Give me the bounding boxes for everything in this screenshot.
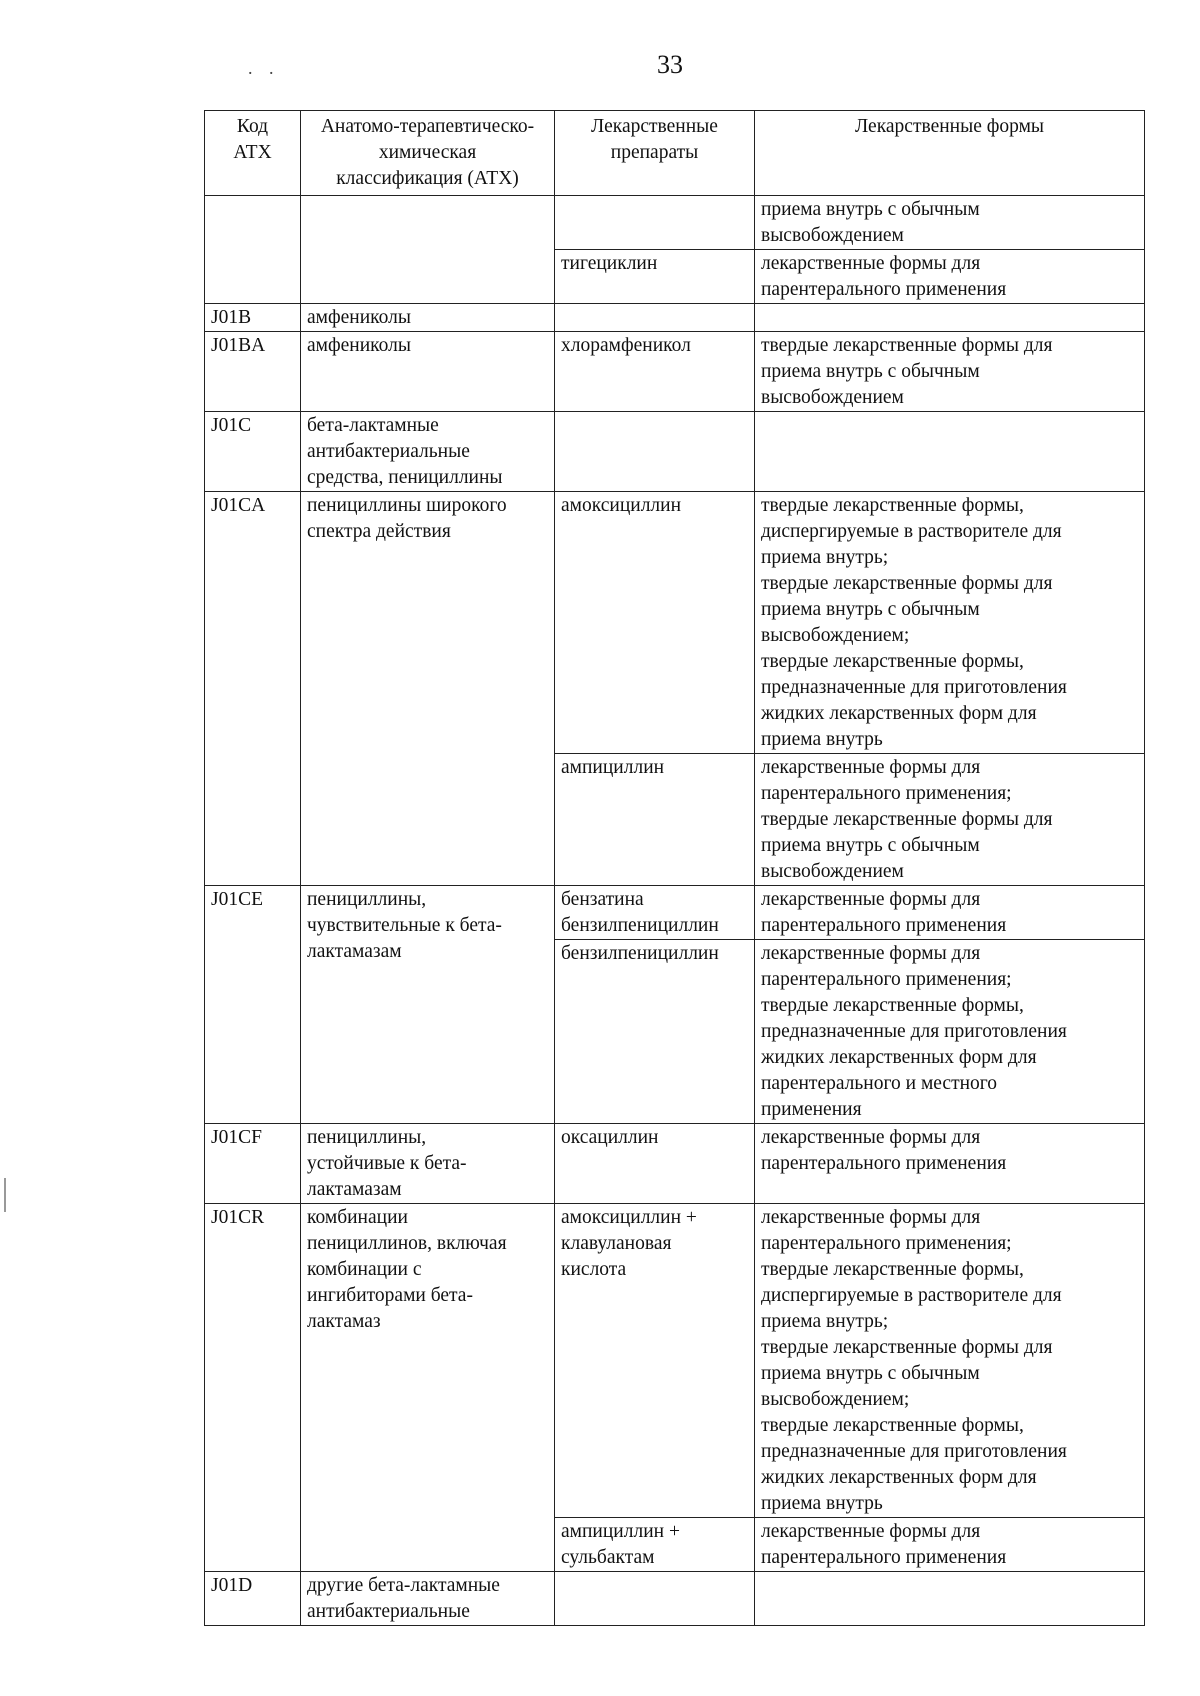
table-row: [205, 412, 1145, 492]
header-classification: Анатомо-терапевтическо- химическая классификация (АТХ): [301, 111, 555, 196]
cell-form: лекарственные формы для парентерального применения: [755, 1124, 1145, 1204]
cell-code: J01CE: [205, 886, 301, 1124]
cell-drug: [555, 196, 755, 250]
cell-drug: тигециклин: [555, 250, 755, 304]
cell-code: J01CR: [205, 1204, 301, 1572]
cell-class: бета-лактамные антибактериальные средства, пенициллины: [301, 412, 555, 492]
cell-drug: ампициллин: [555, 754, 755, 886]
cell-form: твердые лекарственные формы для приема внутрь с обычным высвобождением: [755, 332, 1145, 412]
cell-form: лекарственные формы для парентерального применения; твердые лекарственные формы для приема внутрь с обычным высвобождением: [755, 754, 1145, 886]
cell-form: твердые лекарственные формы, диспергируемые в растворителе для приема внутрь; твердые лекарственные формы для приема внутрь с обычным высвобождением; твердые лекарственные формы, предназначенные для приготовления жидких лекарственных форм для приема внутрь: [755, 492, 1145, 754]
header-forms: Лекарственные формы: [755, 111, 1145, 196]
cell-form: лекарственные формы для парентерального применения: [755, 886, 1145, 940]
cell-form: лекарственные формы для парентерального применения: [755, 250, 1145, 304]
cell-code: J01D: [205, 1572, 301, 1626]
cell-drug: [555, 304, 755, 332]
cell-code: J01C: [205, 412, 301, 492]
scan-margin-mark: [4, 1178, 6, 1212]
cell-form: [755, 304, 1145, 332]
cell-class: амфениколы: [301, 304, 555, 332]
cell-form: лекарственные формы для парентерального применения: [755, 1518, 1145, 1572]
cell-code: J01CA: [205, 492, 301, 886]
cell-code: [205, 196, 301, 304]
cell-class: другие бета-лактамные антибактериальные: [301, 1572, 555, 1626]
cell-class: комбинации пенициллинов, включая комбинации с ингибиторами бета- лактамаз: [301, 1204, 555, 1572]
table-row: [205, 332, 1145, 412]
table-row: [205, 1572, 1145, 1626]
cell-drug: амоксициллин + клавулановая кислота: [555, 1204, 755, 1518]
cell-code: J01BA: [205, 332, 301, 412]
cell-form: [755, 1572, 1145, 1626]
table-row: [205, 196, 1145, 250]
cell-drug: хлорамфеникол: [555, 332, 755, 412]
header-code: Код АТХ: [205, 111, 301, 196]
cell-drug: амоксициллин: [555, 492, 755, 754]
atx-table: [204, 110, 1145, 1626]
cell-form: приема внутрь с обычным высвобождением: [755, 196, 1145, 250]
cell-drug: ампициллин + сульбактам: [555, 1518, 755, 1572]
cell-class: пенициллины, устойчивые к бета- лактамазам: [301, 1124, 555, 1204]
cell-drug: бензилпенициллин: [555, 940, 755, 1124]
page-number: 33: [657, 50, 683, 79]
table-row: [205, 886, 1145, 940]
header-drugs: Лекарственные препараты: [555, 111, 755, 196]
cell-drug: оксациллин: [555, 1124, 755, 1204]
cell-class: амфениколы: [301, 332, 555, 412]
cell-code: J01B: [205, 304, 301, 332]
cell-drug: [555, 412, 755, 492]
cell-drug: [555, 1572, 755, 1626]
cell-form: [755, 412, 1145, 492]
cell-class: [301, 196, 555, 304]
cell-form: лекарственные формы для парентерального применения; твердые лекарственные формы, предназначенные для приготовления жидких лекарственных форм для парентерального и местного применения: [755, 940, 1145, 1124]
cell-code: J01CF: [205, 1124, 301, 1204]
table-row: [205, 304, 1145, 332]
table-row: [205, 1204, 1145, 1518]
table-row: [205, 492, 1145, 754]
table-row: [205, 1124, 1145, 1204]
cell-class: пенициллины, чувствительные к бета- лактамазам: [301, 886, 555, 1124]
cell-form: лекарственные формы для парентерального применения; твердые лекарственные формы, диспергируемые в растворителе для приема внутрь; твердые лекарственные формы для приема внутрь с обычным высвобождением; твердые лекарственные формы, предназначенные для приготовления жидких лекарственных форм для приема внутрь: [755, 1204, 1145, 1518]
table-header-row: [205, 111, 1145, 196]
cell-class: пенициллины широкого спектра действия: [301, 492, 555, 886]
scan-dots: . .: [248, 58, 280, 78]
cell-drug: бензатина бензилпенициллин: [555, 886, 755, 940]
